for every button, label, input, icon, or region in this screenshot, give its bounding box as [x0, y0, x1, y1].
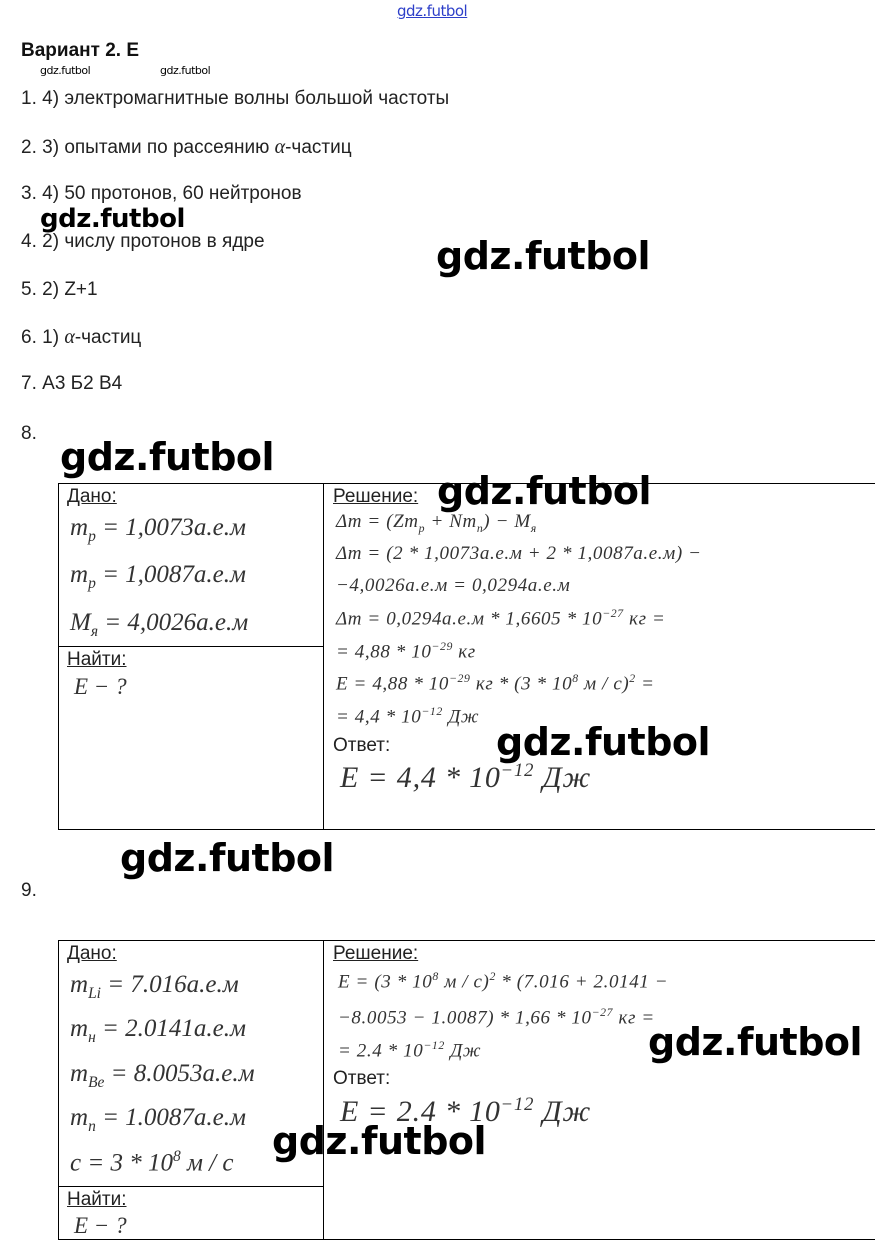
- answer-text: 2) Z+1: [42, 279, 98, 300]
- answer-text-suffix: -частиц: [285, 137, 352, 158]
- solution-line: $E = (3 * 10^8$ м / с)$^2$ * (7.016 + 2.0141 −: [338, 970, 669, 993]
- final-answer: $E = 4,4 * 10^{-12}$ Дж: [340, 760, 592, 794]
- solution-line: $-8.0053 - 1.0087) * 1,66 * 10^{-27}$ кг =: [338, 1006, 655, 1029]
- answer-text: 4) электромагнитные волны большой частоты: [42, 88, 450, 109]
- answer-text: 1): [42, 327, 60, 348]
- answer-number: 6.: [21, 327, 37, 348]
- given-label: Дано:: [67, 943, 117, 964]
- solution-line: $\Delta m = (Zm_p + Nm_n) - M_я$: [336, 511, 537, 535]
- answer-number: 5.: [21, 279, 37, 300]
- given-mass-beryllium: $m_{Be} = 8.0053а.е.м$: [70, 1060, 255, 1091]
- solution-line: = $2.4 * 10^{-12}$ Дж: [338, 1039, 482, 1062]
- table-divider: [323, 940, 324, 1240]
- page-title: Вариант 2. Е: [21, 40, 139, 61]
- answer-number: 2.: [21, 137, 37, 158]
- watermark-small-1: gdz.futbol: [40, 64, 91, 77]
- final-answer: $E = 2.4 * 10^{-12}$ Дж: [340, 1094, 592, 1128]
- answer-6: [21, 326, 141, 349]
- solution-line: $E = 4,88 * 10^{-29}$ кг * ($3 * 10^8$ м / с)$^2$ =: [336, 672, 655, 695]
- solution-label: Решение:: [333, 943, 419, 964]
- answer-number: 7.: [21, 373, 37, 394]
- given-mass-nucleus: $M_я = 4,0026а.е.м$: [70, 609, 249, 640]
- answer-number: 1.: [21, 88, 37, 109]
- answer-5: [21, 279, 98, 301]
- answer-label: Ответ:: [333, 735, 391, 756]
- watermark-big-5: gdz.futbol: [120, 836, 335, 880]
- answer-text: 3) опытами по рассеянию: [42, 137, 270, 158]
- watermark-small-2: gdz.futbol: [160, 64, 211, 77]
- solution-label: Решение:: [333, 486, 419, 507]
- given-mass-deuteron: $m_н = 2.0141а.е.м$: [70, 1015, 246, 1046]
- watermark-big-1: gdz.futbol: [436, 234, 651, 278]
- given-mass-neutron: $m_p = 1,0087а.е.м$: [70, 561, 246, 592]
- alpha-symbol: α: [64, 326, 75, 348]
- watermark-top-link[interactable]: gdz.futbol: [397, 2, 468, 20]
- answer-1: [21, 88, 449, 110]
- answer-number: 3.: [21, 183, 37, 204]
- table-divider: [58, 646, 324, 647]
- task-8-number: 8.: [21, 423, 37, 444]
- find-label: Найти:: [67, 649, 127, 670]
- find-label: Найти:: [67, 1189, 127, 1210]
- alpha-symbol: α: [274, 136, 286, 158]
- solution-line: = $4,88 * 10^{-29}$ кг: [336, 640, 476, 663]
- given-speed-of-light: $c = 3 * 10^8$ м / с: [70, 1148, 234, 1177]
- watermark-big-7: gdz.futbol: [272, 1119, 487, 1163]
- watermark-mid-1: gdz.futbol: [40, 204, 185, 234]
- table-divider: [58, 1186, 324, 1187]
- watermark-big-2: gdz.futbol: [60, 435, 275, 479]
- watermark-big-3: gdz.futbol: [437, 469, 652, 513]
- given-mass-lithium: $m_{Li} = 7.016а.е.м$: [70, 971, 239, 1002]
- given-mass-neutron: $m_n = 1.0087а.е.м$: [70, 1104, 246, 1135]
- watermark-big-4: gdz.futbol: [496, 720, 711, 764]
- task-9-number: 9.: [21, 880, 37, 901]
- find-value: E − ?: [74, 1213, 127, 1238]
- answer-text-suffix: -частиц: [74, 327, 142, 348]
- answer-text: 2) числу протонов в ядре: [42, 231, 265, 252]
- solution-line: = $4,4 * 10^{-12}$ Дж: [336, 705, 480, 728]
- table-divider: [323, 483, 324, 830]
- answer-text: 4) 50 протонов, 60 нейтронов: [42, 183, 302, 204]
- answer-label: Ответ:: [333, 1068, 391, 1089]
- answer-number: 4.: [21, 231, 37, 252]
- given-mass-proton: $m_p = 1,0073а.е.м$: [70, 514, 246, 545]
- answer-3: [21, 183, 302, 205]
- given-label: Дано:: [67, 486, 117, 507]
- solution-line: $\Delta m = 0,0294а.е.м * 1,6605 * 10^{-27}$ кг =: [336, 607, 666, 630]
- find-value: E − ?: [74, 674, 127, 699]
- watermark-big-6: gdz.futbol: [648, 1020, 863, 1064]
- solution-line: −4,0026а.е.м = 0,0294а.е.м: [336, 575, 571, 596]
- answer-2: [21, 136, 352, 159]
- solution-line: Δm = (2 * 1,0073а.е.м + 2 * 1,0087а.е.м) −: [336, 543, 702, 564]
- answer-7: [21, 373, 122, 395]
- answer-4: [21, 231, 265, 253]
- answer-text: А3 Б2 В4: [42, 373, 123, 394]
